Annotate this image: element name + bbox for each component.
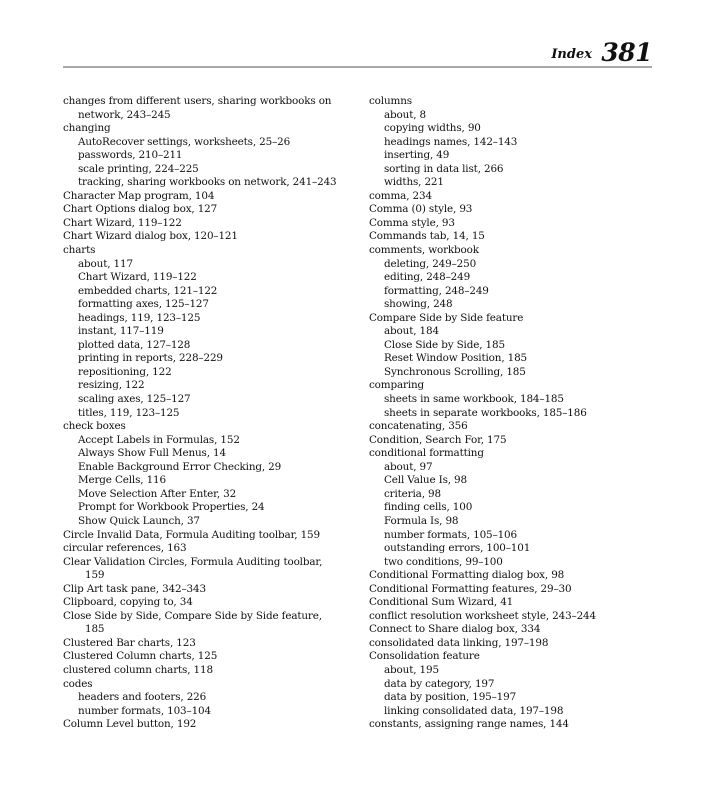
index-subentry: scale printing, 224–225 xyxy=(78,162,199,175)
index-subentry: scaling axes, 125–127 xyxy=(78,393,191,406)
index-subentry: about, 195 xyxy=(384,663,439,676)
index-subentry: embedded charts, 121–122 xyxy=(78,284,218,297)
index-entry: Chart Options dialog box, 127 xyxy=(63,203,218,216)
index-subentry: Accept Labels in Formulas, 152 xyxy=(78,433,240,446)
index-subentry: Chart Wizard, 119–122 xyxy=(78,271,197,284)
index-entry: Clip Art task pane, 342–343 xyxy=(63,582,206,595)
index-entry: Conditional Formatting features, 29–30 xyxy=(369,582,572,595)
index-entry: check boxes xyxy=(63,420,126,433)
index-entry: Conditional Formatting dialog box, 98 xyxy=(369,569,565,582)
index-entry: comments, workbook xyxy=(369,244,479,257)
index-entry: Chart Wizard, 119–122 xyxy=(63,216,182,229)
index-subentry: tracking, sharing workbooks on network, 241–243 xyxy=(78,176,337,189)
index-subentry: printing in reports, 228–229 xyxy=(78,352,223,365)
index-subentry: sheets in separate workbooks, 185–186 xyxy=(384,406,587,419)
index-subentry: instant, 117–119 xyxy=(78,325,164,338)
index-entry: Clear Validation Circles, Formula Auditing toolbar, xyxy=(63,555,323,568)
index-subentry: about, 117 xyxy=(78,257,133,270)
index-subentry: widths, 221 xyxy=(384,176,444,189)
index-subentry: headings names, 142–143 xyxy=(384,135,518,148)
index-entry: Comma (0) style, 93 xyxy=(369,203,473,216)
index-subentry: copying widths, 90 xyxy=(384,122,481,135)
index-subentry: about, 97 xyxy=(384,460,433,473)
index-subentry: 185 xyxy=(85,623,105,636)
index-entry: Close Side by Side, Compare Side by Side feature, xyxy=(63,609,322,622)
index-subentry: data by position, 195–197 xyxy=(384,691,517,704)
index-subentry: headers and footers, 226 xyxy=(78,691,207,704)
index-subentry: repositioning, 122 xyxy=(78,365,172,378)
index-entry: conflict resolution worksheet style, 243–244 xyxy=(369,609,596,622)
index-subentry: Close Side by Side, 185 xyxy=(384,338,505,351)
index-subentry: Enable Background Error Checking, 29 xyxy=(78,460,282,473)
index-subentry: linking consolidated data, 197–198 xyxy=(384,704,564,717)
index-subentry: about, 184 xyxy=(384,325,439,338)
index-subentry: Move Selection After Enter, 32 xyxy=(78,487,237,500)
index-entry: comparing xyxy=(369,379,425,392)
index-subentry: AutoRecover settings, worksheets, 25–26 xyxy=(78,135,291,148)
index-entry: Comma style, 93 xyxy=(369,216,455,229)
index-subentry: Merge Cells, 116 xyxy=(78,474,166,487)
index-entry: Column Level button, 192 xyxy=(63,718,197,731)
index-subentry: inserting, 49 xyxy=(384,149,450,162)
index-subentry: Prompt for Workbook Properties, 24 xyxy=(78,501,265,514)
index-subentry: data by category, 197 xyxy=(384,677,495,690)
index-entry: Character Map program, 104 xyxy=(63,189,215,202)
index-entry: Consolidation feature xyxy=(369,650,480,663)
index-subentry: about, 8 xyxy=(384,108,426,121)
index-entry: constants, assigning range names, 144 xyxy=(369,718,569,731)
index-subentry: plotted data, 127–128 xyxy=(78,338,191,351)
index-subentry: Always Show Full Menus, 14 xyxy=(78,447,226,460)
index-entry: charts xyxy=(63,244,96,257)
index-entry: changes from different users, sharing workbooks on xyxy=(63,95,332,107)
index-entry: concatenating, 356 xyxy=(369,420,468,433)
index-subentry: Show Quick Launch, 37 xyxy=(78,514,200,527)
index-column-right xyxy=(369,95,652,732)
index-column-left xyxy=(63,95,353,732)
index-entry: Clipboard, copying to, 34 xyxy=(63,596,193,609)
index-subentry: headings, 119, 123–125 xyxy=(78,311,201,324)
index-entry: Circle Invalid Data, Formula Auditing toolbar, 159 xyxy=(63,528,320,541)
index-entry: clustered column charts, 118 xyxy=(63,663,213,676)
index-subentry: outstanding errors, 100–101 xyxy=(384,542,531,555)
index-subentry: Formula Is, 98 xyxy=(384,514,459,527)
index-subentry: two conditions, 99–100 xyxy=(384,555,503,568)
index-subentry: showing, 248 xyxy=(384,298,453,311)
index-entry: conditional formatting xyxy=(369,447,484,460)
index-subentry: Cell Value Is, 98 xyxy=(384,474,467,487)
index-entry: Connect to Share dialog box, 334 xyxy=(369,623,541,636)
index-subentry: network, 243–245 xyxy=(78,108,171,121)
index-entry: Clustered Column charts, 125 xyxy=(63,650,218,663)
index-entry: Chart Wizard dialog box, 120–121 xyxy=(63,230,238,243)
index-subentry: number formats, 105–106 xyxy=(384,528,517,541)
index-subentry: 159 xyxy=(85,569,105,582)
index-subentry: Synchronous Scrolling, 185 xyxy=(384,365,526,378)
index-subentry: Reset Window Position, 185 xyxy=(384,352,528,365)
index-entry: Conditional Sum Wizard, 41 xyxy=(369,596,514,609)
index-entry: codes xyxy=(63,677,93,690)
index-subentry: criteria, 98 xyxy=(384,487,441,500)
header-rule xyxy=(63,66,652,68)
index-subentry: sorting in data list, 266 xyxy=(384,162,504,175)
index-subentry: passwords, 210–211 xyxy=(78,149,183,162)
running-header xyxy=(0,0,652,66)
index-subentry: formatting, 248–249 xyxy=(384,284,489,297)
index-entry: Condition, Search For, 175 xyxy=(369,433,507,446)
index-subentry: finding cells, 100 xyxy=(384,501,473,514)
index-entry: comma, 234 xyxy=(369,189,432,202)
section-label: Index xyxy=(551,47,592,62)
index-subentry: editing, 248–249 xyxy=(384,271,471,284)
index-entry: changing xyxy=(63,122,111,135)
index-entry: Commands tab, 14, 15 xyxy=(369,230,485,243)
index-entry: Compare Side by Side feature xyxy=(369,311,524,324)
index-entry: consolidated data linking, 197–198 xyxy=(369,636,549,649)
index-subentry: deleting, 249–250 xyxy=(384,257,477,270)
index-subentry: number formats, 103–104 xyxy=(78,704,211,717)
index-entry: circular references, 163 xyxy=(63,542,187,555)
index-subentry: resizing, 122 xyxy=(78,379,145,392)
index-subentry: sheets in same workbook, 184–185 xyxy=(384,393,564,406)
index-subentry: titles, 119, 123–125 xyxy=(78,406,180,419)
index-entry: columns xyxy=(369,95,412,107)
page-number: 381 xyxy=(601,38,652,67)
index-entry: Clustered Bar charts, 123 xyxy=(63,636,196,649)
index-subentry: formatting axes, 125–127 xyxy=(78,298,209,311)
